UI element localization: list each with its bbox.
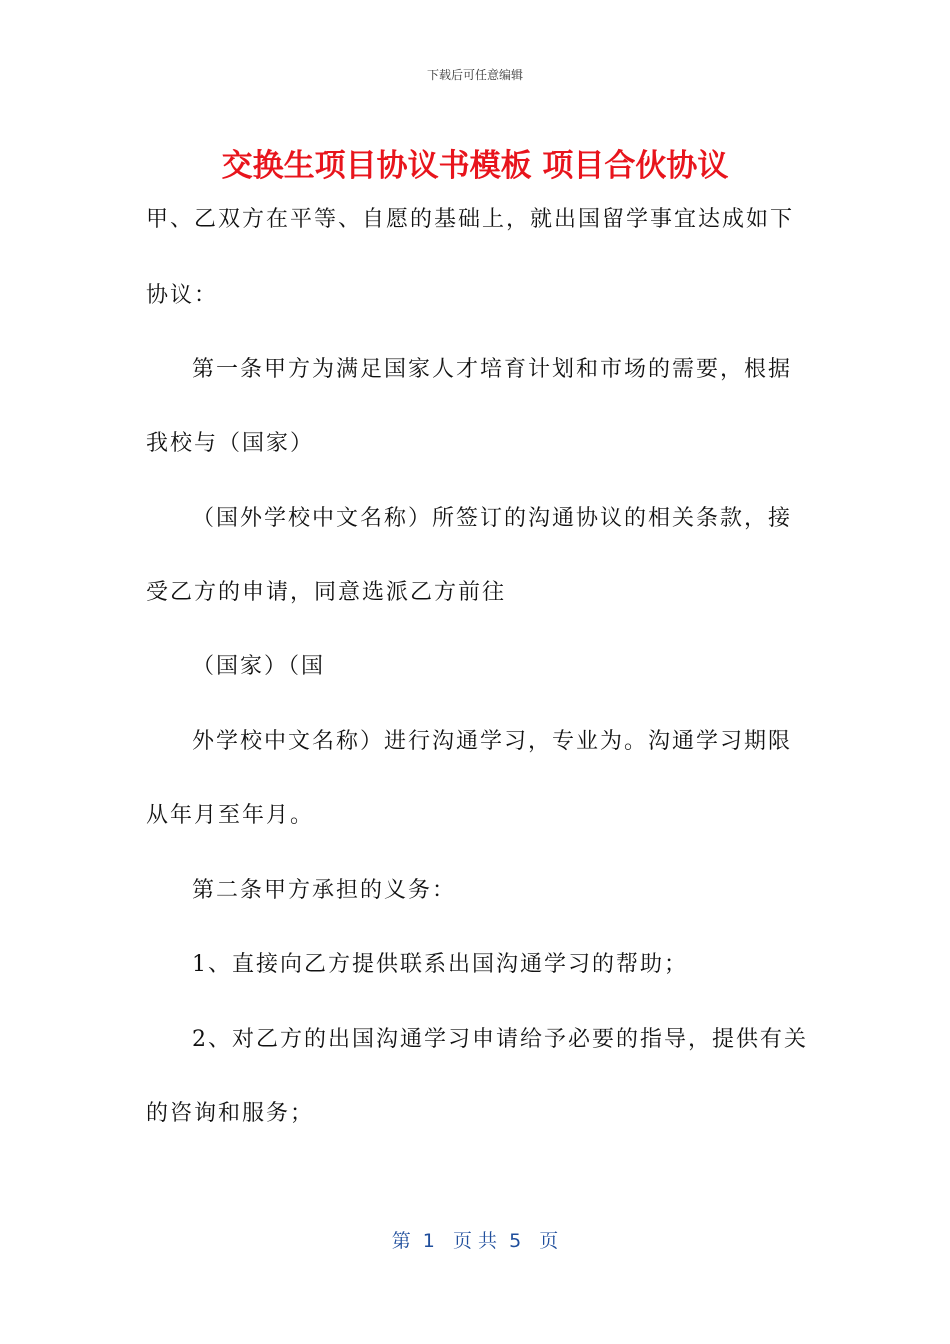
header-note: 下载后可任意编辑 [426, 68, 523, 82]
document-title: 交换生项目协议书模板 项目合伙协议 [221, 148, 729, 184]
paragraph-line: （国家）（国 [192, 654, 326, 679]
paragraph-line: 我校与（国家） [146, 431, 315, 456]
paragraph-line: 外学校中文名称）进行沟通学习，专业为。沟通学习期限 [192, 729, 793, 754]
paragraph-line: （国外学校中文名称）所签订的沟通协议的相关条款，接 [192, 506, 793, 531]
paragraph-line: 受乙方的申请，同意选派乙方前往 [146, 580, 507, 605]
paragraph-line: 第二条甲方承担的义务： [192, 878, 457, 903]
page-number-footer: 第 1 页 共 5 页 [391, 1230, 559, 1252]
paragraph-line: 2、对乙方的出国沟通学习申请给予必要的指导，提供有关 [192, 1027, 808, 1052]
paragraph-line: 甲、乙双方在平等、自愿的基础上，就出国留学事宜达成如下 [146, 207, 795, 232]
paragraph-line: 第一条甲方为满足国家人才培育计划和市场的需要，根据 [192, 357, 793, 382]
paragraph-line: 1、直接向乙方提供联系出国沟通学习的帮助； [192, 952, 688, 977]
paragraph-line: 从年月至年月。 [146, 803, 315, 828]
paragraph-line: 协议： [146, 283, 219, 308]
paragraph-line: 的咨询和服务； [146, 1101, 315, 1126]
